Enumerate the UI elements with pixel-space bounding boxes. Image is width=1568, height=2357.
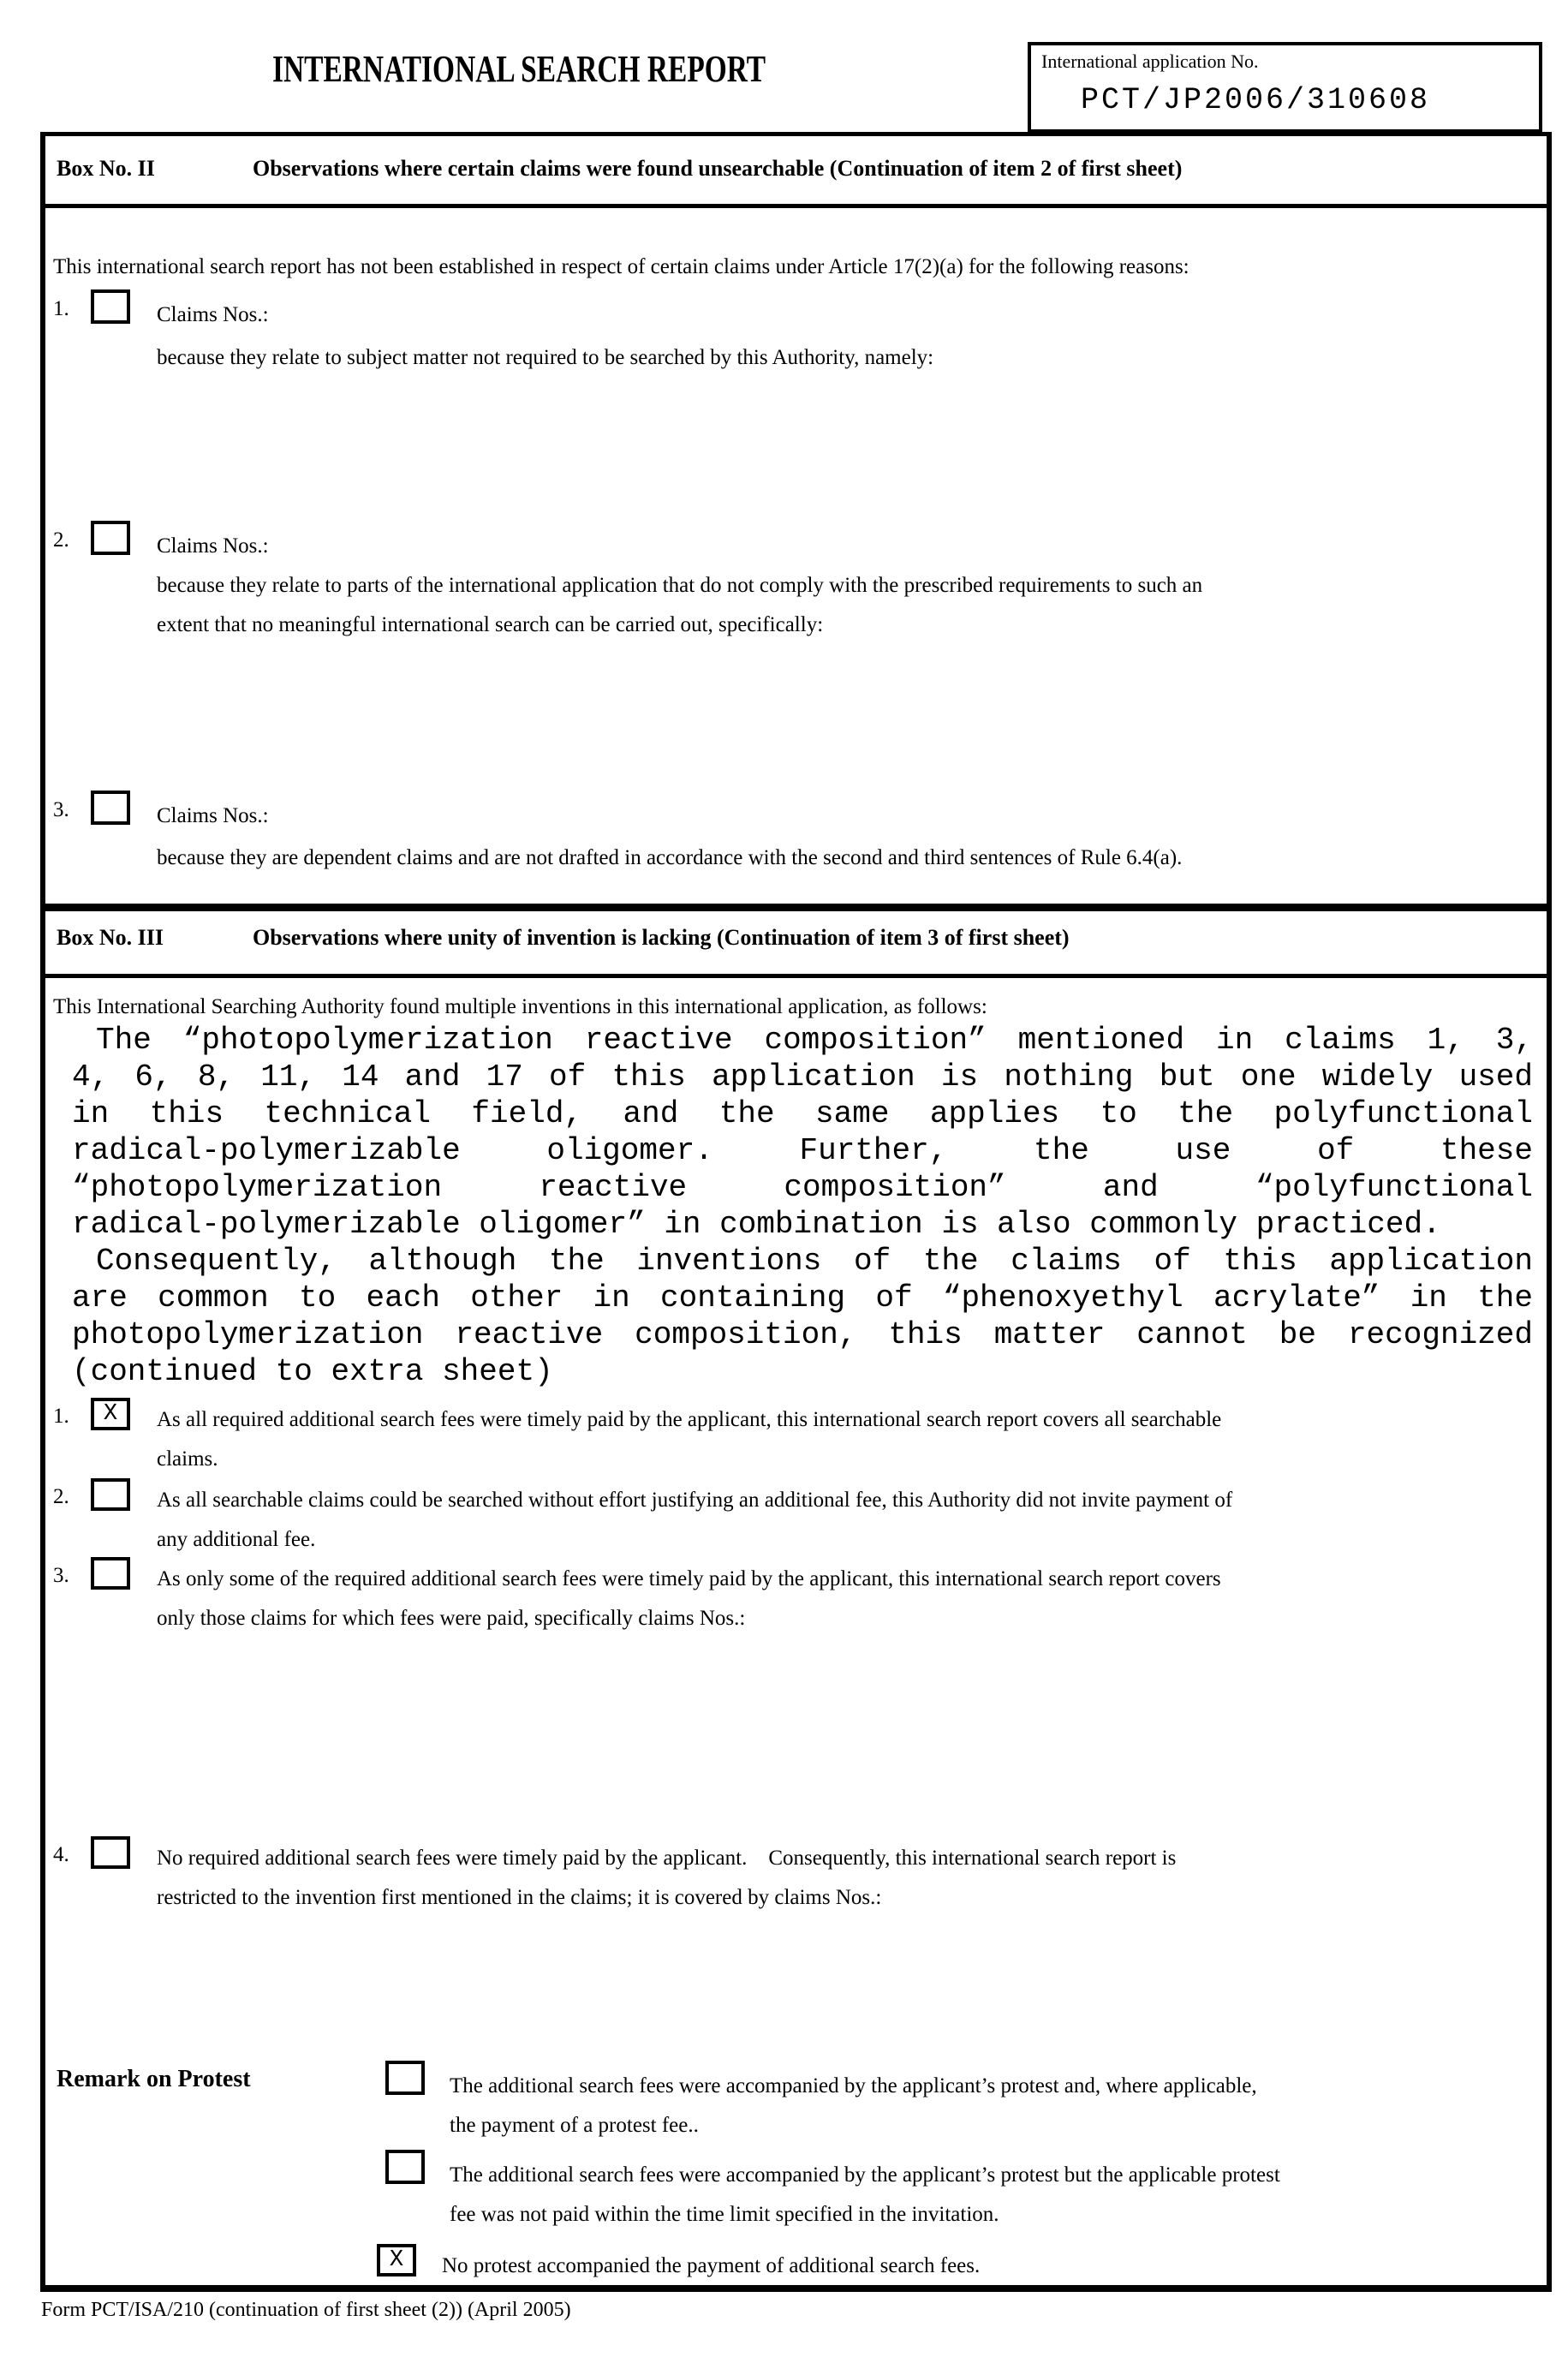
- box2-item3-text: because they are dependent claims and are not drafted in accordance with the second and third sentences of Rule 6.4(a).: [157, 846, 1183, 869]
- box3-item4-checkbox[interactable]: [91, 1836, 130, 1869]
- box3-item2-number: 2.: [53, 1485, 69, 1508]
- box3-item4-text-line1: No required additional search fees were timely paid by the applicant. Consequently, this international search report is: [157, 1847, 1177, 1870]
- form-identifier-footer: Form PCT/ISA/210 (continuation of first sheet (2)) (April 2005): [41, 2299, 571, 2321]
- box2-item3-label: Claims Nos.:: [157, 804, 269, 827]
- box3-item3-number: 3.: [53, 1564, 69, 1587]
- box3-item1-checkmark: X: [103, 1400, 118, 1427]
- box2-item1-number: 1.: [53, 297, 69, 320]
- box3-intro: This International Searching Authority found multiple inventions in this international application, as follows:: [53, 995, 987, 1018]
- finding-line: radical-polymerizable oligomer” in combination is also commonly practiced.: [72, 1207, 1441, 1242]
- remark-option1-text-line1: The additional search fees were accompanied by the applicant’s protest and, where applicable,: [450, 2074, 1257, 2097]
- box2-item1-checkbox[interactable]: [91, 289, 130, 324]
- box2-item2-label: Claims Nos.:: [157, 534, 269, 558]
- box2-item2-text-line1: because they relate to parts of the international application that do not comply with the prescribed requirements to such an: [157, 574, 1203, 597]
- application-number-value: PCT/JP2006/310608: [1081, 83, 1431, 117]
- box3-item4-text-line2: restricted to the invention first mentioned in the claims; it is covered by claims Nos.:: [157, 1886, 882, 1909]
- finding-line: are common to each other in containing of “phenoxyethyl acrylate” in the: [72, 1280, 1533, 1316]
- box2-heading-title: Observations where certain claims were found unsearchable (Continuation of item 2 of first sheet): [253, 156, 1183, 181]
- box2-item1-text: because they relate to subject matter not required to be searched by this Authority, namely:: [157, 346, 934, 369]
- box3-item4-number: 4.: [53, 1843, 69, 1866]
- box3-item1-number: 1.: [53, 1405, 69, 1428]
- remark-option3-checkbox[interactable]: [377, 2244, 416, 2276]
- box2-intro: This international search report has not been established in respect of certain claims under Article 17(2)(a) for the following reasons:: [53, 255, 1189, 278]
- finding-line: 4, 6, 8, 11, 14 and 17 of this application is nothing but one widely used: [72, 1059, 1533, 1095]
- box3-item2-text-line2: any additional fee.: [157, 1528, 316, 1551]
- box3-heading-title: Observations where unity of invention is lacking (Continuation of item 3 of first sheet): [253, 925, 1070, 950]
- finding-line: photopolymerization reactive composition, this matter cannot be recognized: [72, 1317, 1533, 1352]
- box3-top-rule: [40, 904, 1552, 911]
- box3-heading-label: Box No. III: [57, 925, 164, 950]
- remark-option2-text-line2: fee was not paid within the time limit specified in the invitation.: [450, 2203, 999, 2226]
- remark-option2-text-line1: The additional search fees were accompanied by the applicant’s protest but the applicable protest: [450, 2163, 1280, 2187]
- finding-line: radical-polymerizable oligomer. Further, the use of these: [72, 1133, 1533, 1168]
- box2-heading-label: Box No. II: [57, 156, 155, 181]
- finding-line: in this technical field, and the same applies to the polyfunctional: [72, 1096, 1533, 1131]
- box2-item2-text-line2: extent that no meaningful international search can be carried out, specifically:: [157, 613, 824, 636]
- box2-item3-number: 3.: [53, 798, 69, 821]
- remark-option3-checkmark: X: [389, 2247, 404, 2273]
- box3-finding-text: [72, 1022, 1533, 1390]
- remark-option2-checkbox[interactable]: [385, 2150, 425, 2184]
- remark-option1-checkbox[interactable]: [385, 2061, 425, 2095]
- box2-item3-checkbox[interactable]: [91, 791, 130, 825]
- application-number-label: International application No.: [1041, 51, 1259, 72]
- page-title: INTERNATIONAL SEARCH REPORT: [272, 48, 766, 90]
- box3-item1-text-line2: claims.: [157, 1447, 218, 1471]
- remark-option1-text-line2: the payment of a protest fee..: [450, 2114, 699, 2137]
- box3-item3-text-line1: As only some of the required additional search fees were timely paid by the applicant, this international search report covers: [157, 1567, 1221, 1590]
- application-number-box: [1028, 42, 1542, 133]
- box3-header-rule: [40, 974, 1552, 978]
- finding-line: Consequently, although the inventions of the claims of this application: [96, 1244, 1533, 1279]
- box3-item3-text-line2: only those claims for which fees were paid, specifically claims Nos.:: [157, 1607, 746, 1630]
- box2-item2-number: 2.: [53, 528, 69, 552]
- finding-line: “photopolymerization reactive composition” and “polyfunctional: [72, 1170, 1533, 1205]
- box2-header-rule: [40, 204, 1552, 208]
- remark-on-protest-label: Remark on Protest: [57, 2066, 251, 2092]
- box3-item2-text-line1: As all searchable claims could be searched without effort justifying an additional fee, this Authority did not invite payment of: [157, 1489, 1233, 1512]
- box3-item1-text-line1: As all required additional search fees were timely paid by the applicant, this international search report covers all searchable: [157, 1408, 1222, 1431]
- box2-item2-checkbox[interactable]: [91, 521, 130, 555]
- box2-item1-label: Claims Nos.:: [157, 303, 269, 326]
- finding-line-continued: (continued to extra sheet): [72, 1354, 553, 1389]
- box3-item3-checkbox[interactable]: [91, 1557, 130, 1590]
- finding-line: The “photopolymerization reactive composition” mentioned in claims 1, 3,: [96, 1023, 1533, 1058]
- box3-item1-checkbox[interactable]: [91, 1398, 130, 1430]
- box3-item2-checkbox[interactable]: [91, 1478, 130, 1511]
- remark-option3-text: No protest accompanied the payment of additional search fees.: [442, 2254, 981, 2277]
